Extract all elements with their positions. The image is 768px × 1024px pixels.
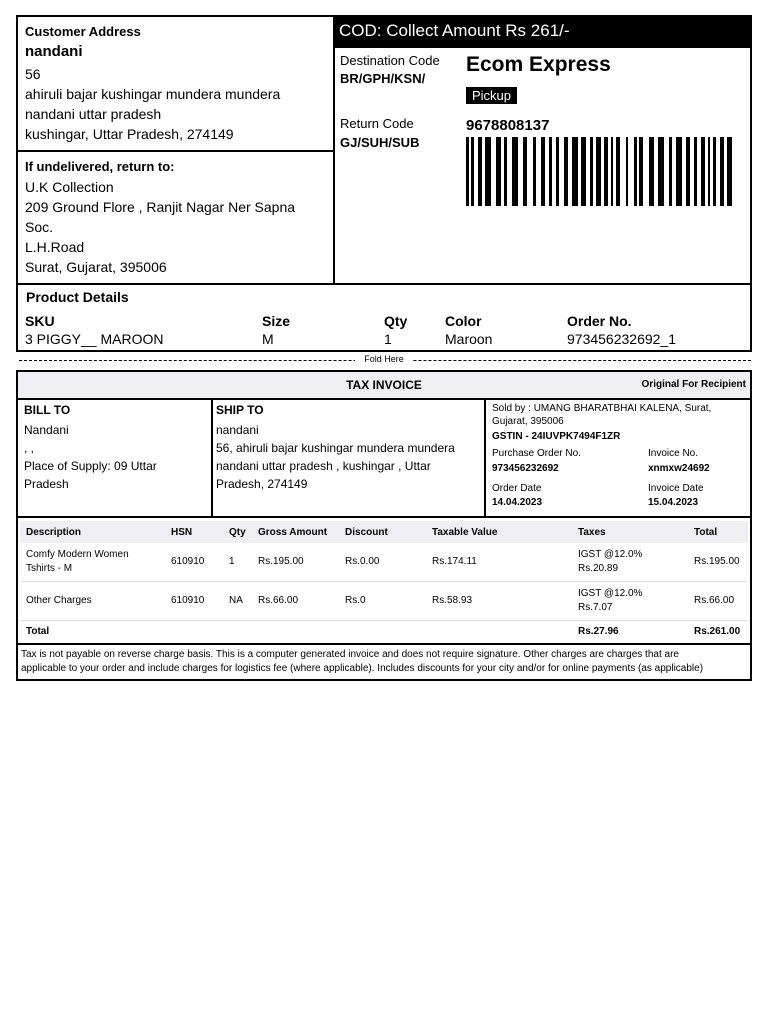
order-date-value: 14.04.2023 [492,497,543,508]
total-amount: Rs.261.00 [694,626,741,637]
tax-line: IGST @12.0% [578,588,643,599]
th-description: Description [20,521,165,543]
tax-line: Rs.7.07 [578,602,613,613]
customer-address-line: 56 [25,66,41,82]
cell-description [20,543,165,582]
cell-discount: Rs.0 [339,582,426,621]
product-color: Maroon [445,331,493,347]
bill-to-address [24,421,157,493]
invoice-no-label: Invoice No. [648,448,699,459]
cell-hsn: 610910 [165,582,223,621]
invoice-title: TAX INVOICE [346,378,422,392]
sold-by-line: Sold by : UMANG BHARATBHAI KALENA, Surat, [492,403,712,414]
customer-address-line: ahiruli bajar kushingar mundera mundera [25,86,281,102]
invoice-copy-label: Original For Recipient [641,379,746,390]
cod-banner: COD: Collect Amount Rs 261/- [333,15,752,48]
desc-line: Other Charges [26,595,92,606]
cell-gross: Rs.66.00 [252,582,339,621]
barcode-gap [732,137,737,206]
product-order-no: 973456232692_1 [567,331,677,347]
return-address-line: L.H.Road [25,239,85,255]
cell-qty: NA [223,582,252,621]
return-code-value: GJ/SUH/SUB [340,135,420,150]
th-total: Total [688,521,748,543]
ship-to-heading: SHIP TO [216,403,264,417]
cell-total: Rs.195.00 [688,543,748,582]
cell-taxable: Rs.58.93 [426,582,572,621]
cell-gross: Rs.195.00 [252,543,339,582]
return-address-box [16,150,335,285]
customer-address-box [16,15,335,152]
po-label: Purchase Order No. [492,448,581,459]
empty-cell [339,621,426,644]
th-discount: Discount [339,521,426,543]
product-sku: 3 PIGGY__ MAROON [25,331,164,347]
table-row [20,582,748,621]
row-divider [18,516,750,518]
bill-to-heading: BILL TO [24,403,71,417]
th-taxes: Taxes [572,521,688,543]
ship-to-line: nandani [216,423,259,437]
po-value: 973456232692 [492,463,559,474]
total-taxes: Rs.27.96 [578,626,619,637]
order-date-label: Order Date [492,483,542,494]
sold-by [492,402,711,428]
total-row [20,621,748,644]
th-qty: Qty [223,521,252,543]
invoice-date-value: 15.04.2023 [648,497,699,508]
pickup-badge: Pickup [466,87,517,104]
gstin: GSTIN - 24IUVPK7494F1ZR [492,431,621,442]
return-address-line: 209 Ground Flore , Ranjit Nagar Ner Sapna [25,199,296,215]
courier-name: Ecom Express [466,53,611,76]
ship-to-line: Pradesh, 274149 [216,477,308,491]
th-taxable: Taxable Value [426,521,572,543]
ship-to-line: nandani uttar pradesh , kushingar , Uttar [216,459,431,473]
th-hsn: HSN [165,521,223,543]
col-divider [484,398,486,518]
empty-cell [165,621,223,644]
empty-cell [223,621,252,644]
product-col-size: Size [262,313,291,329]
right-border [750,15,752,285]
cell-hsn: 610910 [165,543,223,582]
col-divider [211,398,213,518]
awb-barcode [466,137,738,206]
invoice-footer-note [21,648,703,676]
ship-to-line: 56, ahiruli bajar kushingar mundera mundera [216,441,455,455]
return-address-line: Surat, Gujarat, 395006 [25,259,167,275]
footer-divider [18,643,750,645]
product-col-order: Order No. [567,313,632,329]
empty-cell [426,621,572,644]
cell-taxes [572,582,688,621]
cell-qty: 1 [223,543,252,582]
invoice-items-table [20,521,748,643]
customer-name: nandani [25,43,83,60]
return-address-line: Soc. [25,219,54,235]
product-col-sku: SKU [25,313,55,329]
destination-code-value: BR/GPH/KSN/ [340,71,426,86]
product-col-color: Color [445,313,482,329]
return-address-heading: If undelivered, return to: [25,159,175,174]
awb-number: 9678808137 [466,117,550,134]
return-code-label: Return Code [340,116,414,131]
bill-to-line: Pradesh [24,477,69,491]
bill-to-line: Nandani [24,423,69,437]
ship-to-address [216,421,455,493]
tax-line: IGST @12.0% [578,549,643,560]
customer-address-line: nandani uttar pradesh [25,106,162,122]
tax-line: Rs.20.89 [578,563,619,574]
product-details-heading: Product Details [26,289,129,305]
customer-address-heading: Customer Address [25,24,141,39]
table-row [20,543,748,582]
desc-line: Tshirts - M [26,563,73,574]
cell-total: Rs.66.00 [688,582,748,621]
product-size: M [262,331,274,347]
cell-discount: Rs.0.00 [339,543,426,582]
desc-line: Comfy Modern Women [26,549,129,560]
destination-code-label: Destination Code [340,53,440,68]
cell-taxable: Rs.174.11 [426,543,572,582]
return-address-line: U.K Collection [25,179,114,195]
sold-by-line: Gujarat, 395006 [492,416,564,427]
invoice-date-label: Invoice Date [648,483,704,494]
product-qty: 1 [384,331,392,347]
product-details-box [16,283,752,352]
total-label: Total [26,626,50,637]
tax-invoice [16,370,752,681]
bill-to-line: Place of Supply: 09 Uttar [24,459,157,473]
footer-line: Tax is not payable on reverse charge basis. This is a computer generated invoice and does not require signature. Other charges are charges that are [21,649,679,660]
cell-description [20,582,165,621]
empty-cell [252,621,339,644]
invoice-no-value: xnmxw24692 [648,463,710,474]
customer-address-line: kushingar, Uttar Pradesh, 274149 [25,126,234,142]
footer-line: applicable to your order and include charges for logistics fee (where applicable). Includes discounts for your city and/or for online payments (as applicable) [21,663,704,674]
bill-to-line: , , [24,441,35,455]
cell-taxes [572,543,688,582]
fold-here-label: Fold Here [355,354,413,364]
product-col-qty: Qty [384,313,408,329]
th-gross: Gross Amount [252,521,339,543]
table-header-row [20,521,748,543]
